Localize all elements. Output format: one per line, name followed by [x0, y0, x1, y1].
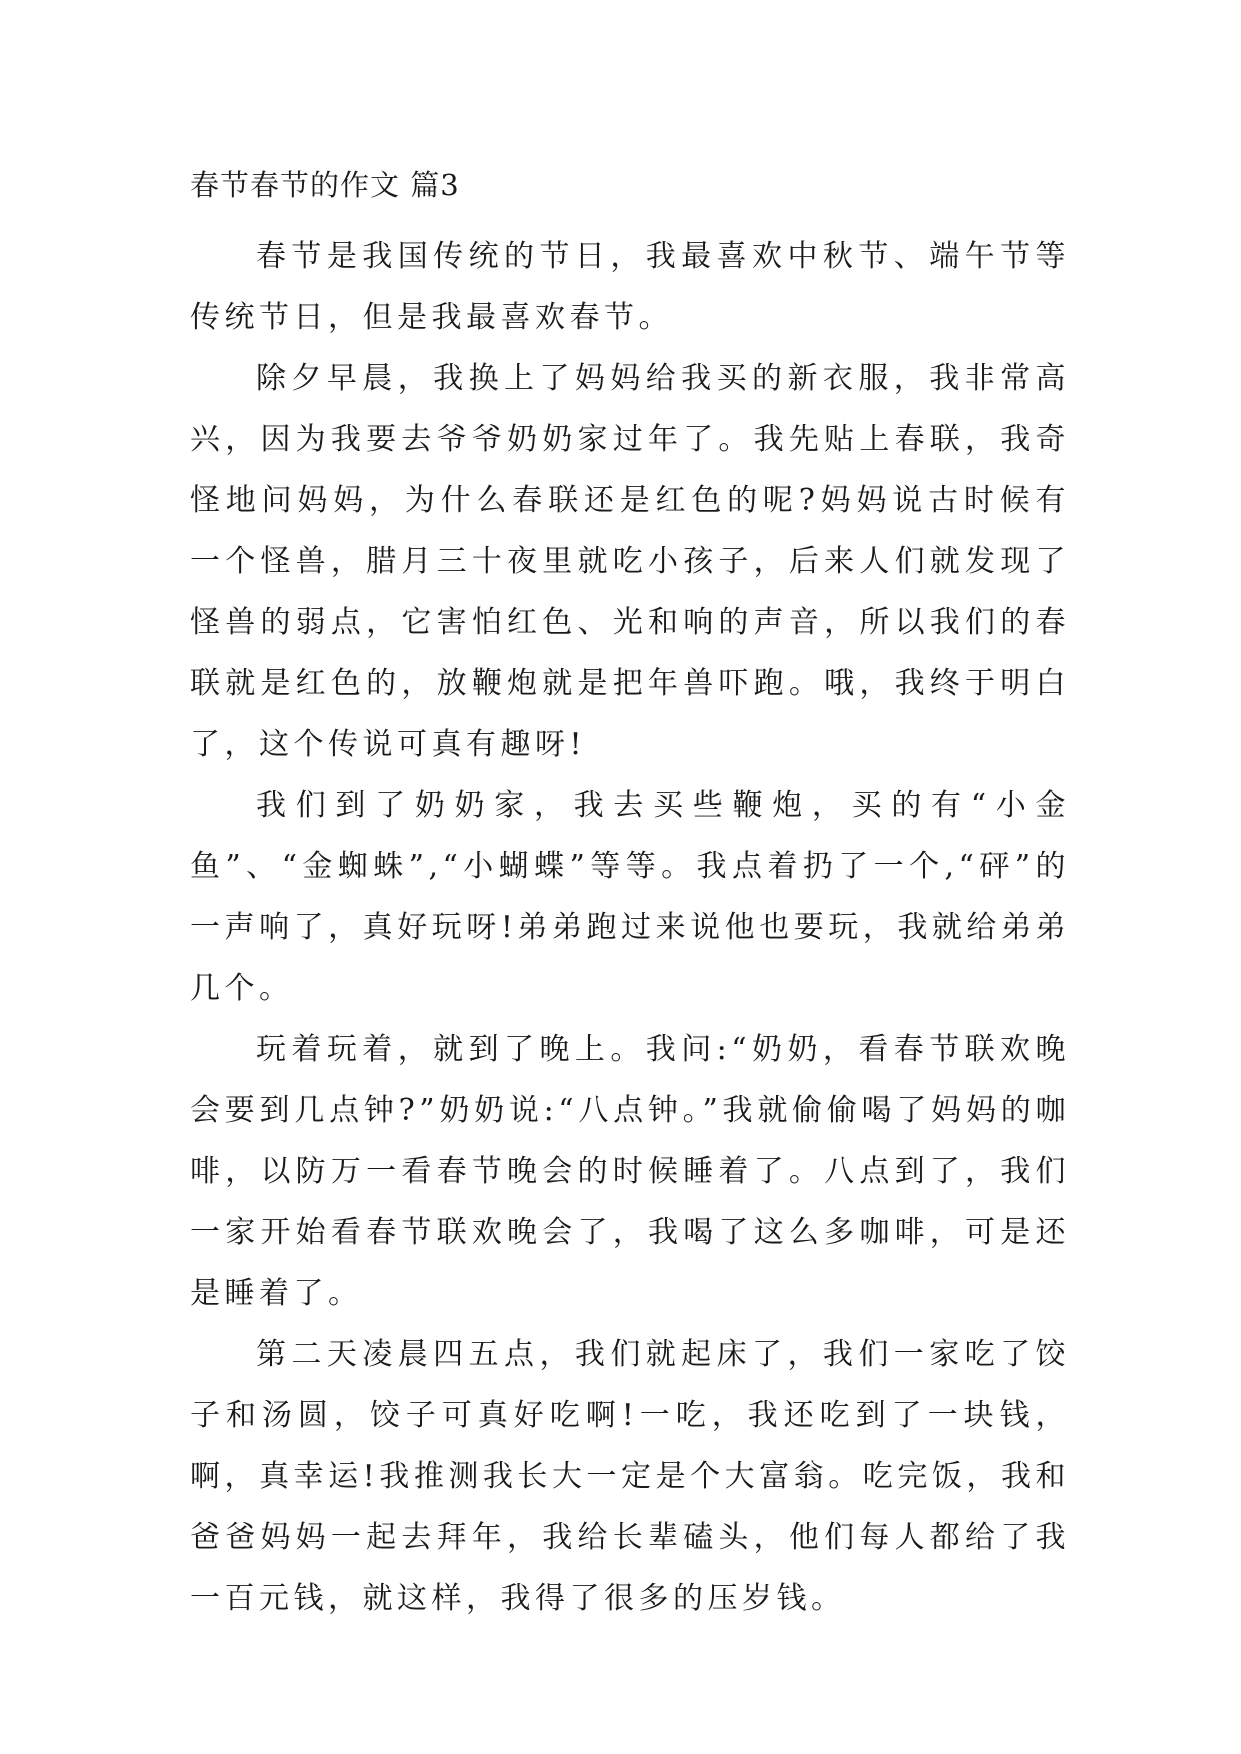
paragraph-2: 除夕早晨，我换上了妈妈给我买的新衣服，我非常高兴，因为我要去爷爷奶奶家过年了。我先贴上春联，我奇怪地问妈妈，为什么春联还是红色的呢?妈妈说古时候有一个怪兽，腊月三十夜里就吃小孩子，后来人们就发现了怪兽的弱点，它害怕红色、光和响的声音，所以我们的春联就是红色的，放鞭炮就是把年兽吓跑。哦，我终于明白了，这个传说可真有趣呀! [190, 361, 1070, 762]
paragraph-4: 玩着玩着，就到了晚上。我问:“奶奶，看春节联欢晚会要到几点钟?”奶奶说:“八点钟。”我就偷偷喝了妈妈的咖啡，以防万一看春节晚会的时候睡着了。八点到了，我们一家开始看春节联欢晚会了，我喝了这么多咖啡，可是还是睡着了。 [190, 1032, 1070, 1311]
document-title: 春节春节的作文 篇3 [190, 168, 460, 202]
paragraph-5: 第二天凌晨四五点，我们就起床了，我们一家吃了饺子和汤圆，饺子可真好吃啊!一吃，我还吃到了一块钱，啊，真幸运!我推测我长大一定是个大富翁。吃完饭，我和爸爸妈妈一起去拜年，我给长辈磕头，他们每人都给了我一百元钱，就这样，我得了很多的压岁钱。 [190, 1337, 1070, 1616]
paragraph-3: 我们到了奶奶家，我去买些鞭炮，买的有“小金鱼”、“金蜘蛛”,“小蝴蝶”等等。我点着扔了一个,“砰”的一声响了，真好玩呀!弟弟跑过来说他也要玩，我就给弟弟几个。 [190, 788, 1070, 1006]
document-page [190, 165, 1070, 1629]
paragraph-1: 春节是我国传统的节日，我最喜欢中秋节、端午节等传统节日，但是我最喜欢春节。 [190, 239, 1070, 335]
